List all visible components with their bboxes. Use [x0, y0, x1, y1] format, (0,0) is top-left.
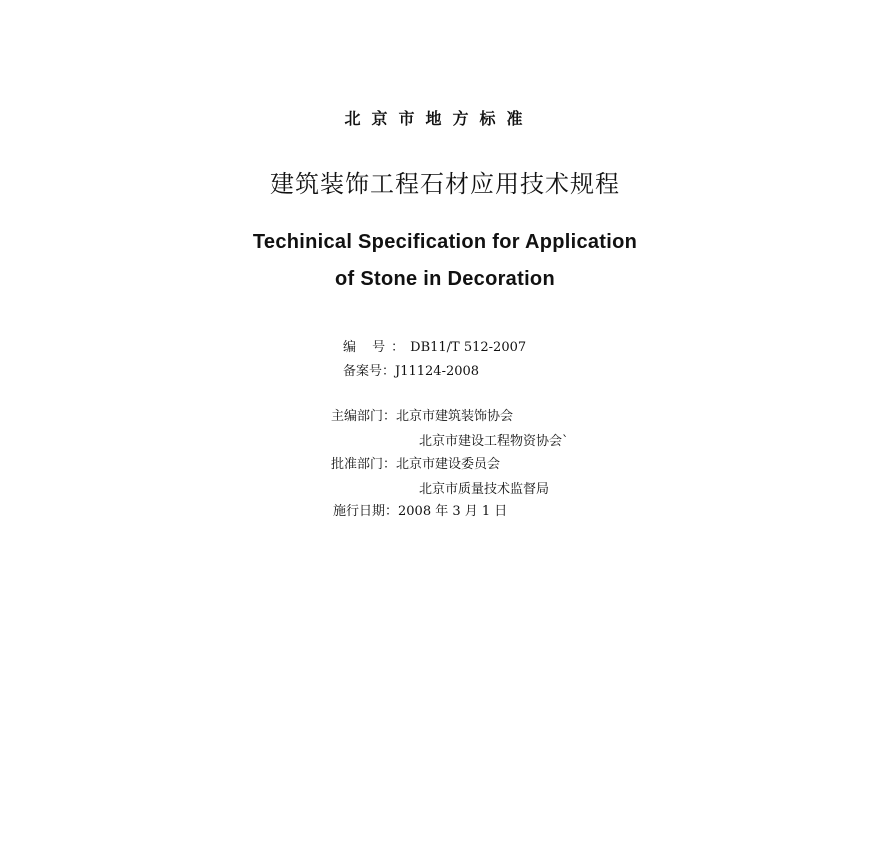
title-chinese: 建筑装饰工程石材应用技术规程 — [270, 170, 620, 198]
editor-department-2: 北京市建设工程物资协会` — [419, 434, 569, 449]
approver-department-1: 北京市建设委员会 — [396, 457, 501, 472]
record-number-label: 备案号： — [343, 364, 396, 379]
editor-department-row-2 — [419, 430, 569, 449]
standard-code-row — [343, 336, 526, 355]
editor-department-row — [331, 405, 513, 424]
record-number-value: J11124-2008 — [395, 364, 480, 379]
title-english-line-1: Techinical Specification for Application — [252, 231, 638, 253]
effective-date-label: 施行日期： — [333, 504, 399, 519]
standard-code-label: 编 号： — [343, 340, 411, 355]
approver-department-label: 批准部门： — [331, 457, 397, 472]
standard-type-heading: 北京市地方标准 — [344, 109, 534, 128]
approver-department-row — [331, 453, 500, 472]
standard-code-value: DB11/T 512-2007 — [410, 340, 527, 355]
approver-department-row-2 — [419, 478, 549, 497]
editor-department-label: 主编部门： — [331, 409, 397, 424]
effective-date-value: 2008 年 3 月 1 日 — [398, 504, 508, 519]
effective-date-row — [333, 500, 507, 519]
record-number-row — [343, 360, 479, 379]
approver-department-2: 北京市质量技术监督局 — [419, 482, 550, 497]
title-english-line-2: of Stone in Decoration — [335, 268, 555, 290]
editor-department-1: 北京市建筑装饰协会 — [396, 409, 514, 424]
